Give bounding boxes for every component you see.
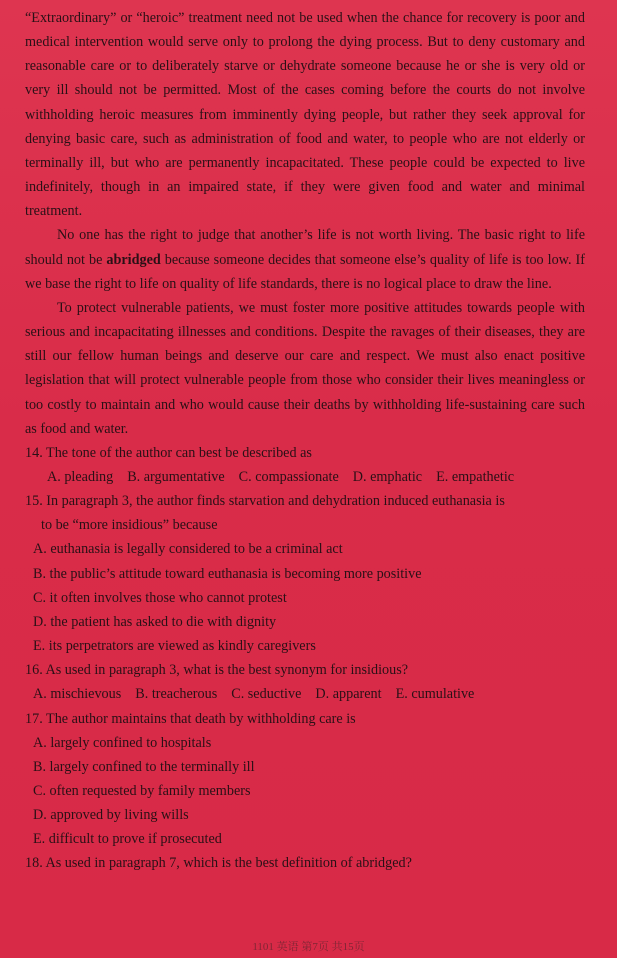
question-15-stem: 15. In paragraph 3, the author finds starvation and dehydration induced euthanasia is xyxy=(25,493,505,510)
paragraph-1: “Extraordinary” or “heroic” treatment need not be used when the chance for recovery is poor and medical intervention would serve only to prolong the dying process. But to deny customary and reasonable care or to deliberately starve or dehydrate someone because he or she is very old or very ill should not be permitted. Most of the cases coming before the courts do not involve withholding heroic measures from imminently dying people, but rather they seek approval for denying basic care, such as administration of food and water, to people who are not elderly or terminally ill, but who are permanently incapacitated. These people could be expected to live indefinitely, though in an impaired state, if they were given food and water and minimal treatment. xyxy=(25,10,585,220)
page-footer: 1101 英语 第7页 共15页 xyxy=(252,941,365,953)
question-16 xyxy=(25,658,585,706)
question-14-stem: 14. The tone of the author can best be described as xyxy=(25,444,312,461)
option-e: E. its perpetrators are viewed as kindly caregivers xyxy=(33,638,316,655)
question-16-options xyxy=(25,682,585,706)
paragraph-2 xyxy=(25,223,585,295)
question-15-stem-cont: to be “more insidious” because xyxy=(41,517,218,534)
option-d: D. approved by living wills xyxy=(33,807,189,824)
question-14 xyxy=(25,441,585,489)
option-c: C. seductive xyxy=(231,686,302,703)
question-17-stem: 17. The author maintains that death by withholding care is xyxy=(25,710,356,727)
option-e: E. empathetic xyxy=(436,468,515,485)
option-a: A. mischievous xyxy=(33,686,122,703)
option-c: C. it often involves those who cannot protest xyxy=(33,589,287,606)
question-15 xyxy=(25,489,585,658)
option-b: B. the public’s attitude toward euthanasia is becoming more positive xyxy=(33,565,422,582)
question-18-stem: 18. As used in paragraph 7, which is the best definition of abridged? xyxy=(25,855,412,872)
option-c: C. compassionate xyxy=(238,468,339,485)
option-e: E. difficult to prove if prosecuted xyxy=(33,831,222,848)
option-b: B. argumentative xyxy=(127,468,225,485)
paragraph-2-before: No one has the right to judge that another’s life is not worth living. The basic right to life should not be xyxy=(25,227,585,268)
bold-word-abridged: abridged xyxy=(106,251,161,268)
question-16-stem: 16. As used in paragraph 3, what is the best synonym for insidious? xyxy=(25,662,409,679)
paragraph-3: To protect vulnerable patients, we must foster more positive attitudes towards people with serious and incapacitating illnesses and conditions. Despite the ravages of their diseases, they are still our fellow human beings and deserve our care and respect. We must also enact positive legislation that will protect vulnerable people from those who consider their lives meaningless or too costly to maintain and who would cause their deaths by withholding life-sustaining care such as food and water. xyxy=(25,299,585,437)
document-content xyxy=(25,6,585,876)
paragraph-2-after: because someone decides that someone else’s quality of life is too low. If we base the right to life on quality of life standards, there is no logical place to draw the line. xyxy=(25,251,586,292)
option-b: B. treacherous xyxy=(135,686,218,703)
option-d: D. the patient has asked to die with dignity xyxy=(33,613,277,630)
option-d: D. emphatic xyxy=(352,468,423,485)
question-14-options xyxy=(25,465,585,489)
option-c: C. often requested by family members xyxy=(33,783,251,799)
question-18 xyxy=(25,851,585,875)
option-a: A. pleading xyxy=(47,468,114,485)
option-e: E. cumulative xyxy=(395,686,475,703)
option-b: B. largely confined to the terminally ill xyxy=(33,758,255,775)
option-a: A. euthanasia is legally considered to be a criminal act xyxy=(33,541,343,558)
option-a: A. largely confined to hospitals xyxy=(33,734,212,751)
question-17 xyxy=(25,707,585,852)
option-d: D. apparent xyxy=(315,686,382,703)
